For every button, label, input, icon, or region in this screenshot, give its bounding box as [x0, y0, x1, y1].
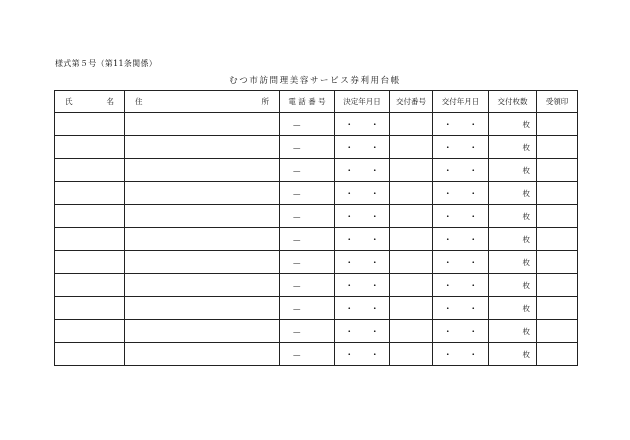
date-dot: ・ — [345, 234, 353, 244]
phone-cell[interactable] — [280, 113, 335, 136]
issue-number-cell[interactable] — [390, 228, 433, 251]
date-dot: ・ — [371, 165, 379, 175]
table-row — [55, 228, 578, 251]
header-issue-date: 交付年月日 — [433, 91, 489, 113]
decision-date-cell[interactable] — [335, 297, 390, 320]
table-row — [55, 320, 578, 343]
header-decision-date: 決定年月日 — [335, 91, 390, 113]
phone-cell[interactable] — [280, 274, 335, 297]
issue-date-cell[interactable] — [433, 320, 489, 343]
date-dot: ・ — [345, 142, 353, 152]
name-cell[interactable] — [55, 136, 125, 159]
date-dot: ・ — [371, 303, 379, 313]
name-cell[interactable] — [55, 320, 125, 343]
name-cell[interactable] — [55, 297, 125, 320]
address-cell[interactable] — [125, 205, 280, 228]
name-cell[interactable] — [55, 228, 125, 251]
date-dot: ・ — [444, 165, 452, 175]
phone-cell[interactable] — [280, 159, 335, 182]
name-cell[interactable] — [55, 182, 125, 205]
decision-date-cell[interactable] — [335, 251, 390, 274]
name-cell[interactable] — [55, 343, 125, 366]
name-cell[interactable] — [55, 113, 125, 136]
header-phone: 電 話 番 号 — [280, 91, 335, 113]
issue-date-cell[interactable] — [433, 205, 489, 228]
phone-cell[interactable] — [280, 136, 335, 159]
issue-date-cell[interactable] — [433, 274, 489, 297]
date-dot: ・ — [444, 119, 452, 129]
table-row — [55, 113, 578, 136]
count-unit: 枚 — [522, 257, 530, 267]
issue-number-cell[interactable] — [390, 182, 433, 205]
address-cell[interactable] — [125, 297, 280, 320]
decision-date-cell[interactable] — [335, 274, 390, 297]
ledger-title: むつ市訪問理美容サービス券利用台帳 — [229, 76, 401, 86]
date-dot: ・ — [371, 234, 379, 244]
date-dot: ・ — [371, 326, 379, 336]
date-dot: ・ — [371, 142, 379, 152]
issue-date-cell[interactable] — [433, 251, 489, 274]
date-dot: ・ — [345, 119, 353, 129]
count-unit: 枚 — [522, 165, 530, 175]
issue-count-cell[interactable] — [489, 205, 537, 228]
issue-date-cell[interactable] — [433, 297, 489, 320]
header-issue-number: 交付番号 — [390, 91, 433, 113]
decision-date-cell[interactable] — [335, 159, 390, 182]
ledger-table — [54, 90, 578, 366]
issue-date-cell[interactable] — [433, 343, 489, 366]
issue-number-cell[interactable] — [390, 136, 433, 159]
date-dot: ・ — [469, 165, 477, 175]
issue-number-cell[interactable] — [390, 297, 433, 320]
address-cell[interactable] — [125, 228, 280, 251]
address-cell[interactable] — [125, 159, 280, 182]
decision-date-cell[interactable] — [335, 320, 390, 343]
phone-cell[interactable] — [280, 320, 335, 343]
seal-cell[interactable] — [537, 251, 578, 274]
issue-number-cell[interactable] — [390, 274, 433, 297]
table-row — [55, 274, 578, 297]
date-dot: ・ — [371, 211, 379, 221]
decision-date-cell[interactable] — [335, 136, 390, 159]
date-dot: ・ — [345, 349, 353, 359]
count-unit: 枚 — [522, 119, 530, 129]
date-dot: ・ — [469, 188, 477, 198]
phone-dash: — — [293, 211, 301, 221]
count-unit: 枚 — [522, 303, 530, 313]
issue-number-cell[interactable] — [390, 320, 433, 343]
phone-cell[interactable] — [280, 182, 335, 205]
issue-date-cell[interactable] — [433, 136, 489, 159]
issue-date-cell[interactable] — [433, 113, 489, 136]
issue-count-cell[interactable] — [489, 136, 537, 159]
date-dot: ・ — [371, 280, 379, 290]
header-row — [55, 91, 578, 113]
phone-dash: — — [293, 349, 301, 359]
form-number: 様式第５号（第11条関係） — [55, 59, 158, 68]
header-name-right: 名 — [106, 97, 114, 106]
seal-cell[interactable] — [537, 159, 578, 182]
date-dot: ・ — [469, 280, 477, 290]
issue-date-cell[interactable] — [433, 228, 489, 251]
issue-count-cell[interactable] — [489, 297, 537, 320]
count-unit: 枚 — [522, 188, 530, 198]
issue-number-cell[interactable] — [390, 159, 433, 182]
issue-count-cell[interactable] — [489, 159, 537, 182]
address-cell[interactable] — [125, 274, 280, 297]
phone-cell[interactable] — [280, 205, 335, 228]
seal-cell[interactable] — [537, 205, 578, 228]
header-address-right: 所 — [261, 97, 269, 106]
phone-cell[interactable] — [280, 297, 335, 320]
date-dot: ・ — [345, 211, 353, 221]
phone-dash: — — [293, 234, 301, 244]
decision-date-cell[interactable] — [335, 228, 390, 251]
count-unit: 枚 — [522, 142, 530, 152]
date-dot: ・ — [345, 257, 353, 267]
seal-cell[interactable] — [537, 320, 578, 343]
address-cell[interactable] — [125, 136, 280, 159]
count-unit: 枚 — [522, 326, 530, 336]
phone-dash: — — [293, 188, 301, 198]
table-row — [55, 251, 578, 274]
date-dot: ・ — [345, 280, 353, 290]
issue-date-cell[interactable] — [433, 159, 489, 182]
decision-date-cell[interactable] — [335, 343, 390, 366]
date-dot: ・ — [444, 303, 452, 313]
issue-number-cell[interactable] — [390, 205, 433, 228]
date-dot: ・ — [444, 326, 452, 336]
issue-date-cell[interactable] — [433, 182, 489, 205]
issue-count-cell[interactable] — [489, 343, 537, 366]
phone-dash: — — [293, 142, 301, 152]
date-dot: ・ — [345, 326, 353, 336]
date-dot: ・ — [444, 188, 452, 198]
issue-count-cell[interactable] — [489, 182, 537, 205]
date-dot: ・ — [345, 188, 353, 198]
decision-date-cell[interactable] — [335, 113, 390, 136]
date-dot: ・ — [444, 280, 452, 290]
phone-dash: — — [293, 326, 301, 336]
address-cell[interactable] — [125, 343, 280, 366]
address-cell[interactable] — [125, 320, 280, 343]
phone-dash: — — [293, 119, 301, 129]
header-seal: 受領印 — [537, 91, 578, 113]
header-name-left: 氏 — [65, 97, 73, 106]
phone-dash: — — [293, 165, 301, 175]
table-row — [55, 159, 578, 182]
address-cell[interactable] — [125, 182, 280, 205]
date-dot: ・ — [444, 257, 452, 267]
seal-cell[interactable] — [537, 343, 578, 366]
issue-count-cell[interactable] — [489, 228, 537, 251]
issue-count-cell[interactable] — [489, 251, 537, 274]
count-unit: 枚 — [522, 349, 530, 359]
issue-count-cell[interactable] — [489, 274, 537, 297]
seal-cell[interactable] — [537, 297, 578, 320]
header-name — [55, 91, 125, 113]
ledger-body — [55, 113, 578, 366]
name-cell[interactable] — [55, 159, 125, 182]
date-dot: ・ — [444, 349, 452, 359]
count-unit: 枚 — [522, 280, 530, 290]
date-dot: ・ — [371, 349, 379, 359]
address-cell[interactable] — [125, 251, 280, 274]
date-dot: ・ — [444, 234, 452, 244]
name-cell[interactable] — [55, 251, 125, 274]
date-dot: ・ — [469, 257, 477, 267]
date-dot: ・ — [345, 165, 353, 175]
name-cell[interactable] — [55, 274, 125, 297]
date-dot: ・ — [371, 119, 379, 129]
phone-cell[interactable] — [280, 228, 335, 251]
date-dot: ・ — [469, 142, 477, 152]
table-row — [55, 297, 578, 320]
phone-dash: — — [293, 280, 301, 290]
seal-cell[interactable] — [537, 228, 578, 251]
issue-number-cell[interactable] — [390, 343, 433, 366]
phone-dash: — — [293, 257, 301, 267]
header-address — [125, 91, 280, 113]
date-dot: ・ — [469, 119, 477, 129]
date-dot: ・ — [469, 349, 477, 359]
date-dot: ・ — [469, 303, 477, 313]
table-row — [55, 136, 578, 159]
seal-cell[interactable] — [537, 274, 578, 297]
seal-cell[interactable] — [537, 113, 578, 136]
issue-number-cell[interactable] — [390, 251, 433, 274]
date-dot: ・ — [469, 234, 477, 244]
phone-dash: — — [293, 303, 301, 313]
table-row — [55, 343, 578, 366]
table-row — [55, 205, 578, 228]
date-dot: ・ — [469, 211, 477, 221]
issue-count-cell[interactable] — [489, 113, 537, 136]
phone-cell[interactable] — [280, 343, 335, 366]
decision-date-cell[interactable] — [335, 182, 390, 205]
seal-cell[interactable] — [537, 136, 578, 159]
header-issue-count: 交付枚数 — [489, 91, 537, 113]
name-cell[interactable] — [55, 205, 125, 228]
decision-date-cell[interactable] — [335, 205, 390, 228]
phone-cell[interactable] — [280, 251, 335, 274]
address-cell[interactable] — [125, 113, 280, 136]
seal-cell[interactable] — [537, 182, 578, 205]
issue-count-cell[interactable] — [489, 320, 537, 343]
count-unit: 枚 — [522, 234, 530, 244]
table-row — [55, 182, 578, 205]
date-dot: ・ — [371, 257, 379, 267]
date-dot: ・ — [469, 326, 477, 336]
date-dot: ・ — [444, 211, 452, 221]
count-unit: 枚 — [522, 211, 530, 221]
date-dot: ・ — [371, 188, 379, 198]
date-dot: ・ — [345, 303, 353, 313]
issue-number-cell[interactable] — [390, 113, 433, 136]
header-address-left: 住 — [135, 97, 143, 106]
date-dot: ・ — [444, 142, 452, 152]
